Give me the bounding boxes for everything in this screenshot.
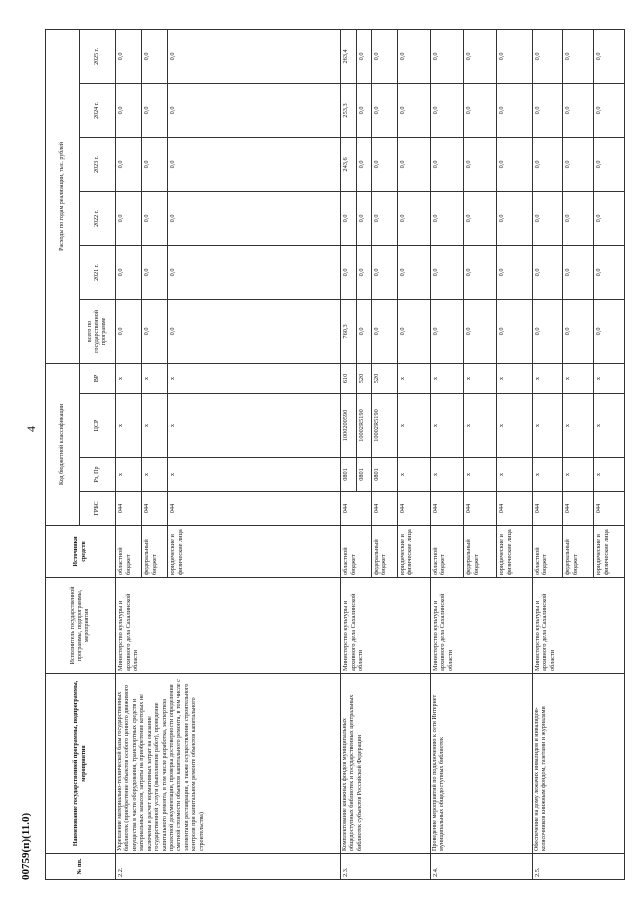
row-source: юридические и физические лица [397,526,430,578]
cell-2021: 0,0 [357,245,371,299]
cell-2021: 0,0 [463,245,496,299]
cell-csr: x [168,394,341,458]
cell-vr: x [397,363,430,393]
row-source: юридические и физические лица [497,526,533,578]
cell-2022: 0,0 [594,191,625,245]
cell-rzpr: 0801 [340,458,357,492]
cell-total: 760,3 [340,299,357,363]
cell-total: 0,0 [532,299,563,363]
cell-total: 0,0 [463,299,496,363]
cell-rzpr: x [594,458,625,492]
cell-total: 0,0 [397,299,430,363]
cell-csr: x [397,394,430,458]
header-2024: 2024 г. [80,83,116,137]
cell-csr: 10002R5190 [357,394,371,458]
header-2021: 2021 г. [80,245,116,299]
cell-2024: 0,0 [168,83,341,137]
cell-grbs: 044 [340,492,371,526]
cell-grbs: 044 [463,492,496,526]
cell-vr: x [168,363,341,393]
cell-vr: 520 [357,363,371,393]
cell-2024: 0,0 [532,83,563,137]
cell-2025: 0,0 [497,29,533,83]
row-executor: Министерство культуры и архивного дела Сахалинской области [430,578,532,674]
cell-rzpr: x [168,458,341,492]
cell-total: 0,0 [142,299,168,363]
cell-2025: 0,0 [168,29,341,83]
cell-2022: 0,0 [142,191,168,245]
cell-vr: 520 [371,363,397,393]
cell-rzpr: x [532,458,563,492]
cell-vr: x [532,363,563,393]
page-number: 4 [24,426,38,432]
cell-2021: 0,0 [371,245,397,299]
cell-total: 0,0 [168,299,341,363]
cell-2021: 0,0 [594,245,625,299]
cell-total: 0,0 [357,299,371,363]
row-source: федеральный бюджет [463,526,496,578]
row-name: Проведение мероприятий по подключению к сети Интернет муниципальных общедоступных библиотек [430,674,532,854]
cell-rzpr: 0801 [357,458,371,492]
cell-2024: 0,0 [594,83,625,137]
cell-rzpr: x [116,458,142,492]
table-row [532,29,563,879]
cell-2025: 0,0 [357,29,371,83]
cell-grbs: 044 [594,492,625,526]
cell-csr: x [594,394,625,458]
cell-2021: 0,0 [430,245,463,299]
header-expenses: Расходы по годам реализации, тыс. рублей [46,29,80,363]
row-source: областной бюджет [340,526,371,578]
cell-grbs: 044 [168,492,341,526]
cell-2021: 0,0 [340,245,357,299]
cell-2022: 0,0 [371,191,397,245]
cell-2022: 0,0 [532,191,563,245]
row-source: областной бюджет [116,526,142,578]
cell-total: 0,0 [497,299,533,363]
cell-2024: 0,0 [142,83,168,137]
cell-2021: 0,0 [497,245,533,299]
row-num: 2.3. [340,854,430,880]
cell-rzpr: x [463,458,496,492]
cell-2021: 0,0 [142,245,168,299]
cell-2024: 0,0 [563,83,594,137]
row-num: 2.5. [532,854,624,880]
cell-2022: 0,0 [397,191,430,245]
cell-2025: 0,0 [371,29,397,83]
cell-2023: 0,0 [168,137,341,191]
cell-2025: 263,4 [340,29,357,83]
cell-total: 0,0 [371,299,397,363]
row-executor: Министерство культуры и архивного дела Сахалинской области [532,578,624,674]
cell-2021: 0,0 [563,245,594,299]
cell-2023: 0,0 [563,137,594,191]
cell-vr: x [463,363,496,393]
cell-2023: 0,0 [430,137,463,191]
table-row [116,29,142,879]
header-num: № пп. [46,854,116,880]
cell-2023: 0,0 [397,137,430,191]
cell-2025: 0,0 [397,29,430,83]
cell-2023: 0,0 [371,137,397,191]
cell-2023: 0,0 [532,137,563,191]
cell-2025: 0,0 [116,29,142,83]
cell-2023: 0,0 [116,137,142,191]
cell-2022: 0,0 [563,191,594,245]
cell-total: 0,0 [116,299,142,363]
header-2022: 2022 г. [80,191,116,245]
cell-vr: x [563,363,594,393]
cell-total: 0,0 [594,299,625,363]
cell-grbs: 044 [142,492,168,526]
cell-2023: 0,0 [463,137,496,191]
cell-2024: 0,0 [430,83,463,137]
header-total: всего по государственной программе [80,299,116,363]
header-vr: ВР [80,363,116,393]
cell-2023: 0,0 [594,137,625,191]
cell-grbs: 044 [430,492,463,526]
header-2025: 2025 г. [80,29,116,83]
cell-grbs: 044 [497,492,533,526]
cell-2022: 0,0 [463,191,496,245]
cell-2021: 0,0 [116,245,142,299]
cell-2024: 0,0 [116,83,142,137]
row-source: юридические и физические лица [594,526,625,578]
row-source: федеральный бюджет [371,526,397,578]
row-source: областной бюджет [532,526,563,578]
header-executor: Исполнитель государственной программы, подпрограммы, мероприятия [46,578,116,674]
cell-vr: x [594,363,625,393]
row-source: федеральный бюджет [563,526,594,578]
cell-vr: x [142,363,168,393]
cell-grbs: 044 [532,492,563,526]
cell-2022: 0,0 [340,191,357,245]
cell-csr: x [116,394,142,458]
cell-rzpr: x [497,458,533,492]
cell-rzpr: 0801 [371,458,397,492]
cell-grbs: 044 [116,492,142,526]
cell-2025: 0,0 [430,29,463,83]
cell-2023: 0,0 [497,137,533,191]
cell-2025: 0,0 [463,29,496,83]
row-source: областной бюджет [430,526,463,578]
cell-2021: 0,0 [532,245,563,299]
expenses-table [45,29,625,880]
cell-vr: x [430,363,463,393]
cell-2025: 0,0 [563,29,594,83]
cell-grbs: 044 [371,492,397,526]
header-2023: 2023 г. [80,137,116,191]
cell-2022: 0,0 [116,191,142,245]
table-row [340,29,357,879]
row-source: юридические и физические лица [168,526,341,578]
header-csr: ЦСР [80,394,116,458]
header-source: Источники средств [46,526,116,578]
cell-vr: x [497,363,533,393]
cell-2025: 0,0 [532,29,563,83]
cell-2024: 0,0 [497,83,533,137]
cell-grbs: 044 [397,492,430,526]
cell-2024: 253,3 [340,83,357,137]
table-row [430,29,463,879]
cell-rzpr: x [397,458,430,492]
cell-2021: 0,0 [168,245,341,299]
cell-grbs: 044 [563,492,594,526]
header-budget-code: Код бюджетной классификации [46,363,80,525]
cell-2024: 0,0 [357,83,371,137]
header-grbs: ГРБС [80,492,116,526]
cell-2021: 0,0 [397,245,430,299]
cell-csr: x [563,394,594,458]
row-executor: Министерство культуры и архивного дела Сахалинской области [116,578,341,674]
cell-csr: x [497,394,533,458]
document-code: 00759(п)(11.0) [20,812,32,880]
cell-2023: 0,0 [357,137,371,191]
cell-rzpr: x [563,458,594,492]
cell-2023: 243,6 [340,137,357,191]
rotated-table-container [45,30,625,880]
cell-csr: x [142,394,168,458]
cell-2022: 0,0 [357,191,371,245]
cell-csr: x [430,394,463,458]
cell-csr: x [463,394,496,458]
cell-csr: 10002R5190 [371,394,397,458]
cell-rzpr: x [142,458,168,492]
cell-2023: 0,0 [142,137,168,191]
cell-2025: 0,0 [594,29,625,83]
row-num: 2.4. [430,854,532,880]
cell-2024: 0,0 [371,83,397,137]
cell-vr: 610 [340,363,357,393]
cell-csr: x [532,394,563,458]
cell-2022: 0,0 [497,191,533,245]
row-num: 2.2. [116,854,341,880]
row-executor: Министерство культуры и архивного дела Сахалинской области [340,578,430,674]
cell-2025: 0,0 [142,29,168,83]
cell-vr: x [116,363,142,393]
cell-total: 0,0 [430,299,463,363]
cell-csr: 1000200590 [340,394,357,458]
cell-2024: 0,0 [463,83,496,137]
cell-2022: 0,0 [430,191,463,245]
row-source: федеральный бюджет [142,526,168,578]
row-name: Укрепление материально-технической базы государственных библиотек (приобретение объектов особого ценного движимого имущества в части оборудования, транспортных средств и материальных запасов, затраты на приобретение которых не включены в расчет нормативных затрат на оказание государственной услуги (выполнение работ), проведение капитального ремонта, в том числе разработка, экспертиза проектной документации, проверка достоверности определения сметной стоимости объектов капитального ремонта, в том числе с элементами реставрации, а также осуществление строительного контроля при капитальном ремонте объектов капитального строительства) [116,674,341,854]
cell-rzpr: x [430,458,463,492]
cell-2022: 0,0 [168,191,341,245]
header-name: Наименование государственной программы, подпрограммы, мероприятия [46,674,116,854]
row-name: Комплектование книжных фондов муниципальных общедоступных библиотек и государственных центральных библиотек субъектов Российской Федерации [340,674,430,854]
header-rzpr: Рз, Пр [80,458,116,492]
row-name: Обеспечение на дому лежачих инвалидов и инвалидов-колясочников книжным фондом, газетами и журналами [532,674,624,854]
cell-2024: 0,0 [397,83,430,137]
cell-total: 0,0 [563,299,594,363]
